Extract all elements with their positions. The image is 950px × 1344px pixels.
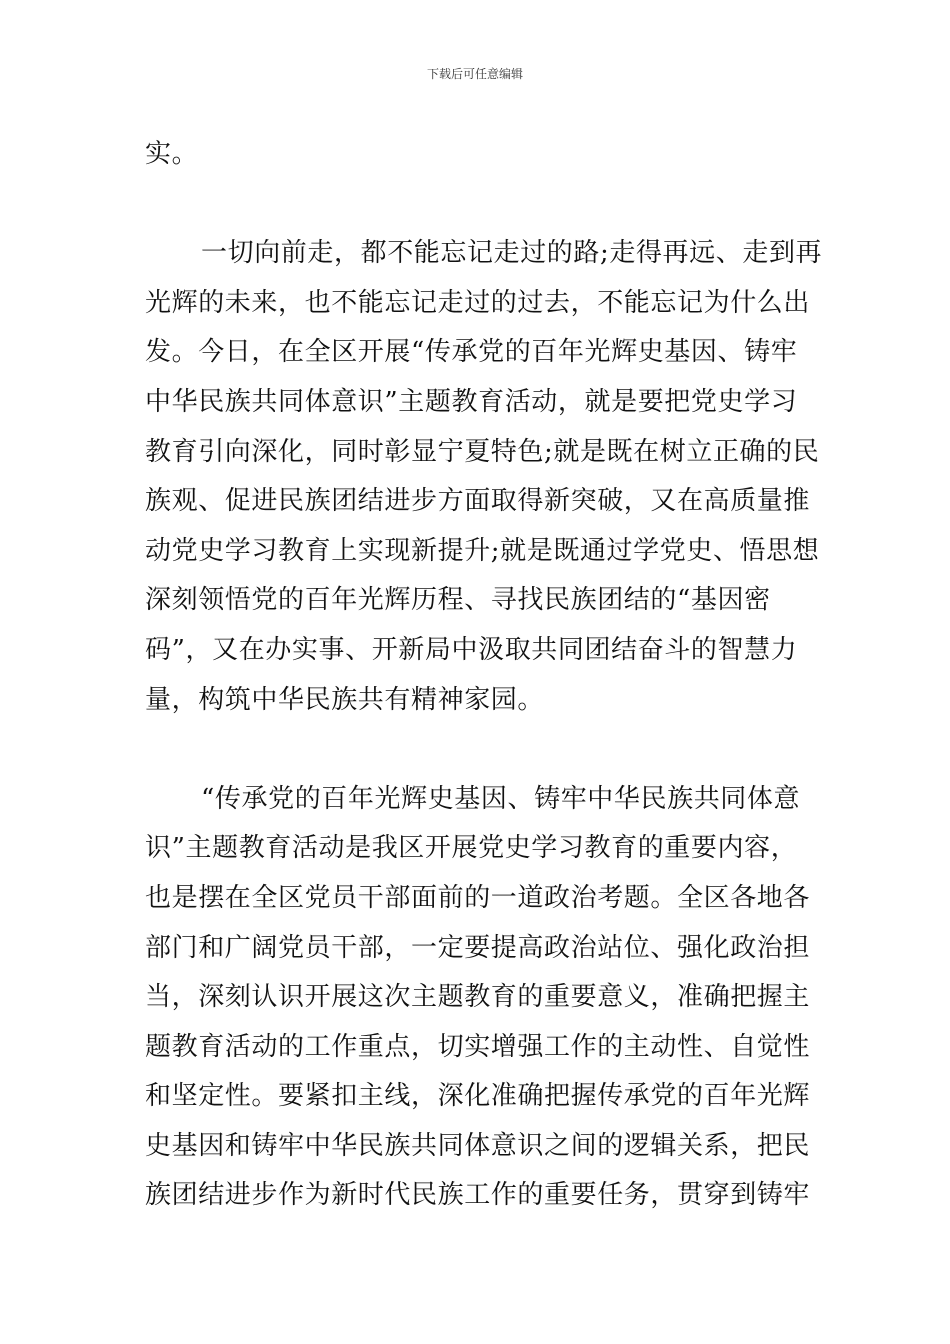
text-line: 当，深刻认识开展这次主题教育的重要意义，准确把握主 <box>145 982 811 1013</box>
text-line: 量，构筑中华民族共有精神家园。 <box>145 684 545 715</box>
text-line: 光辉的未来，也不能忘记走过的过去，不能忘记为什么出 <box>145 287 811 318</box>
text-line: “传承党的百年光辉史基因、铸牢中华民族共同体意 <box>201 783 801 814</box>
page-header-note: 下载后可任意编辑 <box>426 67 523 81</box>
paragraph-continuation <box>145 130 807 180</box>
text-line: 码”，又在办实事、开新局中汲取共同团结奋斗的智慧力 <box>145 634 798 665</box>
text-line: 族观、促进民族团结进步方面取得新突破，又在高质量推 <box>145 486 811 517</box>
text-line: 中华民族共同体意识”主题教育活动，就是要把党史学习 <box>145 386 798 417</box>
paragraph-looking-forward <box>145 229 823 725</box>
text-line: 一切向前走，都不能忘记走过的路;走得再远、走到再 <box>201 238 823 269</box>
text-line: 题教育活动的工作重点，切实增强工作的主动性、自觉性 <box>145 1031 811 1062</box>
text-line: 族团结进步作为新时代民族工作的重要任务，贯穿到铸牢 <box>145 1180 811 1211</box>
text-line: 动党史学习教育上实现新提升;就是既通过学党史、悟思想 <box>145 535 820 566</box>
text-line: 深刻领悟党的百年光辉历程、寻找民族团结的“基因密 <box>145 585 771 616</box>
text-line: 教育引向深化，同时彰显宁夏特色;就是既在树立正确的民 <box>145 436 820 467</box>
text-line: 也是摆在全区党员干部面前的一道政治考题。全区各地各 <box>145 882 811 913</box>
text-line: 实。 <box>145 139 199 169</box>
paragraph-theme-education <box>145 775 811 1221</box>
text-line: 和坚定性。要紧扣主线，深化准确把握传承党的百年光辉 <box>145 1081 811 1112</box>
text-line: 史基因和铸牢中华民族共同体意识之间的逻辑关系，把民 <box>145 1130 811 1161</box>
document-body <box>145 130 823 1221</box>
text-line: 发。今日，在全区开展“传承党的百年光辉史基因、铸牢 <box>145 337 798 368</box>
text-line: 识”主题教育活动是我区开展党史学习教育的重要内容， <box>145 833 798 864</box>
text-line: 部门和广阔党员干部，一定要提高政治站位、强化政治担 <box>145 932 811 963</box>
